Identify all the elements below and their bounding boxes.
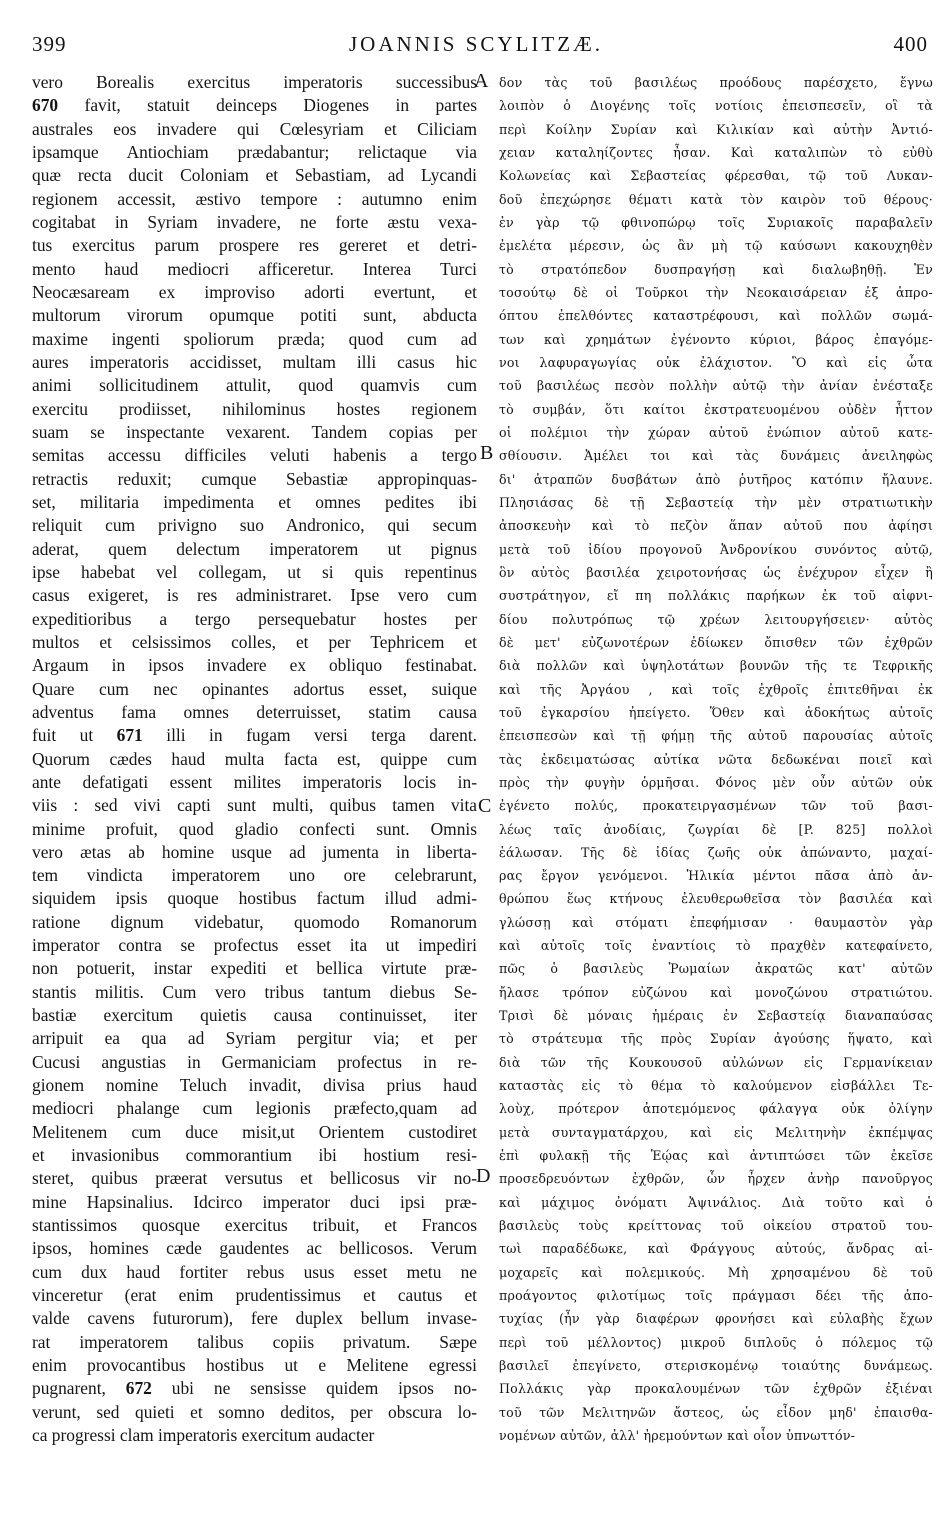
page-number-right: 400 <box>893 32 928 56</box>
greek-text-line: δὲ μετ' εὐζωνοτέρων ἐδίωκεν ὄπισθεν τῶν ἐχθρῶν <box>499 634 933 650</box>
running-header <box>20 30 932 64</box>
greek-text-line: μετὰ τοῦ ἰδίου προγονοῦ Ἀνδρονίκου συνόντος αὐτῷ, <box>499 541 933 557</box>
chapter-number: 672 <box>125 1378 152 1399</box>
running-title: JOANNIS SCYLITZÆ. <box>348 32 603 56</box>
latin-text-line: multorum virorum opumque potiti sunt, abducta <box>32 305 477 326</box>
latin-text-line: siquidem ipsis quoque hostibus factum illud admi- <box>32 888 477 909</box>
latin-text-line: Neocæsaream ex improviso adorti evertunt, et <box>32 281 477 302</box>
chapter-number: 671 <box>116 725 143 746</box>
greek-text-line: τωὶ παραδέδωκε, καὶ Φράγγους αὐτούς, ἄνδρας αἱ- <box>499 1241 933 1257</box>
greek-text-line: προάγοντος φιλοτίμως τοῖς πράγμασι δέει τῆς ἀπο- <box>499 1288 933 1304</box>
latin-text-line: cum dux haud fortiter rebus usus esset metu ne <box>32 1261 477 1282</box>
greek-text-line: θρώπου ἕως κτήνους ἐλευθερωθεῖσα τὸν βασιλέα καὶ <box>499 891 933 907</box>
latin-text-line: quæ recta ducit Coloniam et Sebastiam, ad Lycandi <box>32 165 477 186</box>
latin-text-line: australes eos invadere qui Cœlesyriam et Ciliciam <box>32 118 477 139</box>
greek-text-line: ἤλασε τρόπον εὐζώνου καὶ μονοζώνου στρατιώτου. <box>499 984 933 1000</box>
latin-text-line: animi sollicitudinem attulit, quod quamvis cum <box>32 375 477 396</box>
section-marker-d: D <box>476 1165 491 1187</box>
latin-text-line: vero Borealis exercitus imperatoris successibus <box>32 72 477 92</box>
greek-text-line: νομένων αὐτῶν, ἀλλ' ἠρεμούντων καὶ οἷον ὑπνωττόν- <box>499 1428 856 1444</box>
latin-text-line: valde cavens futurorum), fere duplex bellum invase- <box>32 1308 477 1329</box>
greek-text-line: μετὰ συνταγματάρχου, καὶ εἰς Μελιτηνὴν ἐκπέμψας <box>499 1124 933 1140</box>
greek-text-line: ἐγένετο πολύς, προκατειργασμένων τῶν τοῦ βασι- <box>499 798 933 814</box>
latin-text-line: imperator contra se profectus esset ita ut impediri <box>32 935 477 956</box>
latin-text-line: reliquit cum privigno suo Andronico, qui secum <box>32 515 477 536</box>
greek-text-line: οἱ πολέμιοι τὴν χώραν αὐτοῦ ἐνώπιον αὐτοῦ κατε- <box>499 424 933 440</box>
greek-text-line: νοι λαφυραγωγίας οὐκ ἐλάχιστον. Ὃ καὶ εἰς ὦτα <box>499 354 933 370</box>
greek-text-line: λοὺχ, πρότερον ἀποτεμόμενος φάλαγγα οὐκ ὀλίγην <box>499 1101 933 1117</box>
latin-text-line: Argaum in ipsos invadere ex obliquo festinabat. <box>32 655 477 676</box>
latin-text-line: bastiæ exercitum quietis causa continuisset, iter <box>32 1005 477 1026</box>
greek-text-line: διὰ τῶν τῆς Κουκουσοῦ αὐλώνων εἰς Γερμανίκειαν <box>499 1054 933 1070</box>
latin-text-line: rat imperatorem talibus copiis privatum. Sæpe <box>32 1331 477 1352</box>
latin-text-line: mine Hapsinalius. Idcirco imperator duci ipsi præ- <box>32 1191 477 1212</box>
greek-text-line: ἀποσκευὴν καὶ τὸ πεζὸν ἅπαν αὐτοῦ που ἀφίησι <box>499 518 933 534</box>
latin-text-line: ipse habebat vel collegam, ut si quis repentinus <box>32 561 477 582</box>
greek-text-line: ἐπὶ φυλακῇ τῆς Ἑῴας καὶ ἀντιπτώσει τῶν ἐκεῖσε <box>499 1148 933 1164</box>
latin-text-line: ratione dignum videbatur, quomodo Romanorum <box>32 911 477 932</box>
greek-text-line: τοῦ ἐγκαρσίου ἠπείγετο. Ὅθεν καὶ ἀδοκήτως αὐτοῖς <box>499 704 933 720</box>
greek-text-line: λέως ταῖς ἀνοδίαις, ζωγρίαι δὲ [P. 825] πολλοὶ <box>499 821 933 837</box>
latin-text-line: multos et celsissimos colles, et per Tephricem et <box>32 631 477 652</box>
latin-column <box>32 71 477 1447</box>
latin-text-line: arripuit ea qua ad Syriam pergitur via; et per <box>32 1028 477 1049</box>
greek-text-line: τοῦ βασιλέως πεσὸν πολλὴν αὐτῷ τὴν ἀνίαν ἐνέσταξε <box>499 378 933 394</box>
greek-text-line: των καὶ χρημάτων ἐγένοντο κύριοι, βάρος ἐπαγόμε- <box>499 331 933 347</box>
latin-text-line: ipsamque Antiochiam prædabantur; relictaque via <box>32 141 477 162</box>
latin-text-line: aures imperatoris accidisset, multam illi casus hic <box>32 351 477 372</box>
latin-text-line: fuit ut 671 illi in fugam versi terga darent. <box>32 725 477 746</box>
latin-text-line: steret, quibus præerat versutus et bellicosus vir no- <box>32 1168 477 1189</box>
latin-text-line: regionem accessit, æstivo tempore : autumno enim <box>32 188 477 209</box>
greek-text-line: ἐπεισπεσὼν καὶ τῇ φήμῃ τῆς αὐτοῦ παρουσίας αὐτοῖς <box>499 728 933 744</box>
latin-text-line: ca progressi clam imperatoris exercitum audacter <box>32 1425 375 1446</box>
greek-text-line: τὸ στράτευμα τῆς πρὸς Συρίαν ἀγούσης ἥψατο, καὶ <box>499 1031 933 1047</box>
greek-text-line: συστράτηγον, εἴ πη πολλάκις παρήκων ἐκ τοῦ αἰφνι- <box>499 588 933 604</box>
latin-text-line: mediocri phalange cum legionis præfecto,quam ad <box>32 1098 477 1119</box>
page-number-left: 399 <box>32 32 67 56</box>
greek-text-line: δίου πολυτρόπως τῷ χρέων λειτουργήσειεν· αὐτὸς <box>499 611 933 627</box>
greek-text-line: ἐν γὰρ τῷ φθινοπώρῳ τοῖς Συριακοῖς παραβαλεῖν <box>499 214 933 230</box>
latin-text-line: vinceretur (erat enim prudentissimus et cautus et <box>32 1285 477 1306</box>
greek-text-line: μοχαρεῖς καὶ πολεμικούς. Μὴ χρησαμένου δὲ τοῦ <box>499 1264 933 1280</box>
latin-text-line: ipsos, homines cæde gaudentes ac bellicosos. Verum <box>32 1238 477 1259</box>
latin-text-line: stantissimos quosque exercitus tribuit, et Francos <box>32 1215 477 1236</box>
greek-text-line: βασιλεὺς τοὺς κρείττονας τοῦ οἰκείου στρατοῦ του- <box>499 1218 933 1234</box>
latin-text-line: Quorum cædes haud multa facta est, quippe cum <box>32 748 477 769</box>
latin-text-line: vero ætas ab homine usque ad jumenta in liberta- <box>32 841 477 862</box>
greek-text-line: όπτου ἐπελθόντες καταστρέφουσι, καὶ πολλῶν σωμά- <box>499 308 933 324</box>
greek-text-line: τοσούτῳ δὲ οἱ Τοῦρκοι τὴν Νεοκαισάρειαν ἐξ ἀπρο- <box>499 284 933 300</box>
greek-text-line: καὶ τῆς Ἀργάου , καὶ τοῖς ἐχθροῖς ἐπιτεθῆναι ἐκ <box>499 681 933 697</box>
greek-text-line: ἑάλωσαν. Τῆς δὲ ἰδίας ζωῆς οὐκ ἀπώναντο, μαχαί- <box>499 844 933 860</box>
greek-text-line: Τρισὶ δὲ μόναις ἡμέραις ἐν Σεβαστείᾳ διαναπαύσας <box>499 1008 933 1024</box>
latin-text-line: minime profuit, quod gladio confecti sunt. Omnis <box>32 818 477 839</box>
greek-text-line: Πολλάκις γὰρ προκαλουμένων τῶν ἐχθρῶν ἐξιέναι <box>499 1381 933 1397</box>
greek-text-line: ρας ἔργον γενόμενοι. Ἡλικία μέντοι πᾶσα ἀπὸ ἀν- <box>499 868 933 884</box>
latin-text-line: non potuerit, instar expediti et bellica virtute præ- <box>32 958 477 979</box>
latin-text-line: Quare cum nec opinantes adortus esset, suique <box>32 678 477 699</box>
greek-text-line: δοῦ ἐπεχώρησε θέματι κατὰ τὸν καιρὸν τοῦ θέρους· <box>499 191 933 207</box>
greek-text-line: Πλησιάσας δὲ τῇ Σεβαστείᾳ τὴν μὲν στρατιωτικὴν <box>499 494 933 510</box>
greek-text-line: ὃν αὐτὸς βασιλέα χειροτονήσας ὡς ἐνέχυρον εἶχεν ἢ <box>499 564 933 580</box>
latin-text-line: aderat, quem delectum imperatorem ut pignus <box>32 538 477 559</box>
latin-text-line: viis : sed vivi capti sunt multi, quibus tamen vita <box>32 795 477 816</box>
greek-text-line: χειαν καταληίζοντες ἦσαν. Καὶ καταλιπὼν τὸ εὐθὺ <box>499 144 933 160</box>
latin-text-line: semitas accessu difficiles veluti habenis a tergo <box>32 445 477 466</box>
greek-text-line: πῶς ὁ βασιλεὺς Ῥωμαίων ἀκρατῶς κατ' αὐτῶν <box>499 961 933 977</box>
greek-text-line: καὶ αὐτοῖς τοῖς ἐναντίοις τὸ πραχθὲν κατεφαίνετο, <box>499 938 933 954</box>
latin-text-line: exercitu prodiisset, nihilominus hostes regionem <box>32 398 477 419</box>
greek-text-line: δον τὰς τοῦ βασιλέως προόδους παρέσχετο, ἔγνω <box>499 75 933 90</box>
latin-text-line: ante defatigati essent milites imperatoris locis in- <box>32 771 477 792</box>
latin-text-line: verunt, sed quieti et somno deditos, per obscura lo- <box>32 1401 477 1422</box>
latin-text-line: casus exigeret, is res administraret. Ipse vero cum <box>32 585 477 606</box>
greek-text-line: περὶ τοῦ μέλλοντος) μικροῦ διπλοῦς ὁ πόλεμος τῷ <box>499 1334 933 1350</box>
latin-text-line: gionem nomine Teluch invadit, divisa prius haud <box>32 1075 477 1096</box>
greek-text-line: ἐμελέτα μέρεσιν, ὡς ἂν μὴ τῷ καύσωνι κακουχηθὲν <box>499 238 933 254</box>
latin-text-line: mento haud mediocri afficeretur. Interea Turci <box>32 258 477 279</box>
greek-text-line: λοιπὸν ὁ Διογένης τοῖς νοτίοις ἐπεισπεσεῖν, οἳ τὰ <box>499 98 933 114</box>
latin-text-line: stantis militis. Cum vero tribus tantum diebus Se- <box>32 981 477 1002</box>
greek-column <box>499 71 933 1447</box>
greek-text-line: βασιλεῖ ἐπεγίνετο, στερισκομένῳ τοιαύτης δυνάμεως. <box>499 1358 933 1374</box>
latin-text-line: 670 favit, statuit deinceps Diogenes in partes <box>32 95 477 116</box>
chapter-number: 670 <box>32 95 59 116</box>
latin-text-line: expeditioribus a tergo persequebatur hostes per <box>32 608 477 629</box>
section-marker-a: A <box>474 70 489 92</box>
greek-text-line: τυχίας (ἦν γὰρ διαφέρων φρονήσει καὶ εὐλαβὴς ἔχων <box>499 1311 933 1327</box>
latin-text-line: tus exercitus parum prospere res gereret et detri- <box>32 235 477 256</box>
latin-text-line: set, militaria impedimenta et omnes pedites ibi <box>32 491 477 512</box>
latin-text-line: cogitabat in Syriam invadere, ne forte æstu vexa- <box>32 211 477 232</box>
latin-text-line: enim provocantibus hostibus ut e Melitene egressi <box>32 1355 477 1376</box>
latin-text-line: suam se inspectante vexarent. Tandem copias per <box>32 421 477 442</box>
greek-text-line: καταστὰς εἰς τὸ θέμα τὸ καλούμενον εἰσβάλλει Τε- <box>499 1078 933 1094</box>
latin-text-line: pugnarent, 672 ubi ne sensisse quidem ipsos no- <box>32 1378 477 1399</box>
greek-text-line: τὸ στρατόπεδον δυσπραγήσῃ καὶ διαλωβηθῇ. Ἐν <box>499 261 933 277</box>
latin-text-line: retractis reduxit; cumque Sebastiæ appropinquas- <box>32 468 477 489</box>
greek-text-line: προσεδρευόντων ἐχθρῶν, ὧν ἦρχεν ἀνὴρ πανοῦργος <box>499 1171 933 1187</box>
section-marker-b: B <box>480 442 494 464</box>
latin-text-line: maxime ingenti spoliorum præda; quod cum ad <box>32 328 477 349</box>
greek-text-line: σθίουσιν. Ἀμέλει τοι καὶ τὰς δυνάμεις ἀνειληφὼς <box>499 448 933 464</box>
latin-text-line: adventus fama omnes deterruisset, statim causa <box>32 701 477 722</box>
greek-text-line: δι' ἀτραπῶν δυσβάτων ἀπὸ ῥυτῆρος κατόπιν ἤλαυνε. <box>499 471 933 487</box>
greek-text-line: πρὸς τὴν φυγὴν ὁρμῆσαι. Φόνος μὲν οὖν αὐτῶν οὐκ <box>499 774 933 790</box>
greek-text-line: καὶ μάχιμος ὀνόματι Ἀψινάλιος. Διὰ τοῦτο καὶ ὁ <box>499 1194 933 1210</box>
greek-text-line: περὶ Κοίλην Συρίαν καὶ Κιλικίαν καὶ αὐτὴν Ἀντιό- <box>499 121 933 137</box>
section-marker-c: C <box>478 795 492 817</box>
greek-text-line: διὰ πολλῶν καὶ ὑψηλοτάτων βουνῶν τῆς τε Τεφρικῆς <box>499 658 933 674</box>
latin-text-line: Melitenem cum duce misit,ut Orientem custodiret <box>32 1121 477 1142</box>
greek-text-line: Κολωνείας καὶ Σεβαστείας φέρεσθαι, τῷ τοῦ Λυκαν- <box>499 168 933 184</box>
latin-text-line: tem vindicta imperatorem uno ore celebrarunt, <box>32 865 477 886</box>
latin-text-line: et invasionibus commorantium ibi hostium resi- <box>32 1145 477 1166</box>
greek-text-line: τὸ συμβάν, ὅτι καίτοι ἐκστρατευομένου οὐδὲν ἧττον <box>499 401 933 417</box>
greek-text-line: γλώσσῃ καὶ στόματι ἐπεφήμισαν · θαυμαστὸν γὰρ <box>499 914 933 930</box>
greek-text-line: τὰς ἐκδειματώσας αὐτίκα νῶτα δεδωκέναι ποιεῖ καὶ <box>499 751 933 767</box>
latin-text-line: Cucusi angustias in Germaniciam profectus in re- <box>32 1051 477 1072</box>
greek-text-line: τοῦ τῶν Μελιτηνῶν ἄστεος, ὡς εἶδον μηδ' ἐπαισθα- <box>499 1404 933 1420</box>
